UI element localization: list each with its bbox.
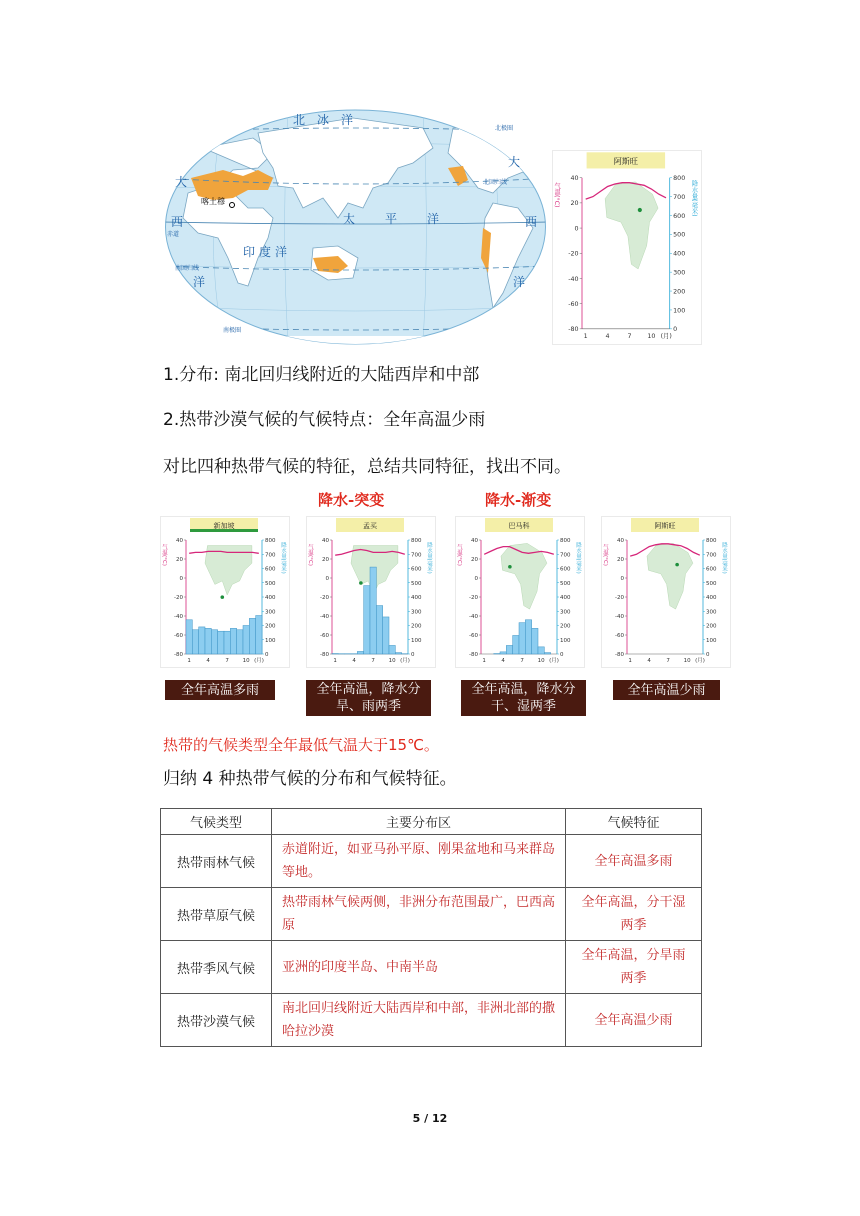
region-cell: 南北回归线附近大陆西岸和中部，非洲北部的撒哈拉沙漠 (272, 994, 566, 1047)
precip-tick-label: 400 (560, 595, 571, 601)
precip-tick-label: 800 (706, 538, 717, 544)
summary-intro: 归纳 4 种热带气候的分布和气候特征。 (163, 769, 457, 789)
pacific-ocean-label: 太平洋 (343, 212, 470, 226)
precip-tick-label: 800 (265, 538, 276, 544)
precip-bar (513, 635, 519, 654)
station-dot (359, 581, 363, 585)
temp-axis-label: 气温(°C) (553, 182, 561, 208)
month-tick-label: 4 (352, 658, 356, 664)
month-tick-label: 4 (605, 333, 610, 341)
precip-tick-label: 700 (673, 193, 686, 201)
precip-tick-label: 500 (411, 580, 422, 587)
precip-tick-label: 600 (560, 566, 571, 573)
precip-bar (500, 652, 506, 654)
precip-tick-label: 100 (673, 307, 686, 315)
temp-tick-label: -40 (320, 614, 329, 620)
precip-tick-label: 700 (411, 552, 422, 559)
chart-station-name: 巴马科 (508, 522, 530, 530)
header-gradual: 降水-渐变 (485, 491, 552, 509)
temp-tick-label: -60 (320, 633, 329, 639)
precip-bar (525, 620, 531, 654)
temp-axis-label: 气温(°C) (161, 544, 167, 566)
precip-tick-label: 100 (560, 637, 571, 644)
month-tick-label: 1 (482, 658, 486, 664)
precip-tick-label: 600 (673, 212, 686, 220)
precip-tick-label: 600 (706, 566, 717, 573)
month-tick-label: 7 (225, 658, 229, 664)
month-tick-label: 7 (371, 658, 375, 664)
climate-type-cell: 热带沙漠气候 (161, 994, 272, 1047)
precip-tick-label: 200 (560, 623, 571, 630)
temp-tick-label: -80 (615, 652, 624, 658)
precip-axis-label: 降水量(毫米) (575, 542, 581, 574)
month-tick-label: 1 (628, 658, 632, 664)
month-tick-label: 1 (333, 658, 337, 664)
month-tick-label: 4 (647, 658, 651, 664)
header-sudden: 降水-突变 (318, 491, 385, 509)
precip-tick-label: 200 (673, 288, 686, 296)
arctic-circle-label: 北极圈 (495, 125, 514, 132)
equator-label: 赤道 (167, 231, 180, 238)
climate-chart-mumbai (306, 516, 436, 668)
precip-tick-label: 200 (265, 623, 276, 630)
table-row (161, 941, 702, 994)
temp-tick-label: 0 (179, 576, 183, 582)
precip-tick-label: 0 (560, 652, 564, 658)
precip-bar (230, 628, 236, 654)
station-dot (220, 595, 224, 599)
table-header-row (161, 809, 702, 835)
month-tick-label: 4 (501, 658, 505, 664)
temp-tick-label: 40 (617, 538, 624, 544)
temp-tick-label: -60 (469, 633, 478, 639)
precip-axis-label: 降水量(毫米) (690, 180, 698, 217)
precip-axis-label: 降水量(毫米) (721, 542, 727, 574)
region-cell: 亚洲的印度半岛、中南半岛 (272, 941, 566, 994)
climate-chart-bamako (455, 516, 585, 668)
caption-rainforest: 全年高温多雨 (165, 680, 275, 700)
month-tick-label: 10 (683, 658, 691, 664)
month-tick-label: 7 (627, 333, 632, 341)
temp-tick-label: 20 (176, 557, 183, 563)
climate-type-cell: 热带草原气候 (161, 888, 272, 941)
precip-bar (186, 620, 192, 654)
precip-axis-label: 降水量(毫米) (280, 542, 286, 574)
feature-cell: 全年高温多雨 (566, 835, 702, 888)
precip-tick-label: 400 (706, 595, 717, 601)
month-tick-label: 10 (647, 333, 656, 341)
precip-tick-label: 600 (411, 566, 422, 573)
atlantic-left-3: 洋 (193, 275, 206, 289)
precip-tick-label: 300 (706, 609, 717, 616)
temp-axis-label: 气温(°C) (307, 544, 313, 566)
month-tick-label: 10 (242, 658, 250, 664)
precip-tick-label: 700 (560, 552, 571, 559)
precip-bar (395, 653, 401, 654)
khartoum-label: 喀土穆 (201, 197, 225, 206)
month-tick-label: 4 (206, 658, 210, 664)
temp-axis-label: 气温(°C) (602, 544, 608, 566)
temp-tick-label: -60 (615, 633, 624, 639)
precip-tick-label: 700 (706, 552, 717, 559)
temp-tick-label: 20 (471, 557, 478, 563)
page-number: 5 / 12 (412, 1112, 448, 1125)
tropic-capricorn-label: 南回归线 (175, 265, 200, 272)
temp-tick-label: 0 (325, 576, 329, 582)
feature-cell: 全年高温，分旱雨两季 (566, 941, 702, 994)
world-map (163, 108, 548, 346)
precip-tick-label: 200 (411, 623, 422, 630)
distribution-text: 1.分布: 南北回归线附近的大陆西岸和中部 (163, 365, 480, 385)
precip-bar (383, 617, 389, 654)
precip-tick-label: 0 (673, 326, 678, 334)
precip-tick-label: 800 (560, 538, 571, 544)
precip-tick-label: 0 (265, 652, 269, 658)
precip-tick-label: 500 (560, 580, 571, 587)
temp-tick-label: 40 (322, 538, 329, 544)
arctic-ocean-label: 北冰洋 (293, 113, 366, 127)
atlantic-right-3: 洋 (513, 275, 526, 289)
temp-tick-label: 0 (620, 576, 624, 582)
precip-tick-label: 400 (673, 250, 686, 258)
temp-tick-label: -40 (469, 614, 478, 620)
atlantic-right-1: 大 (508, 155, 521, 169)
station-dot (508, 565, 512, 569)
precip-tick-label: 100 (411, 637, 422, 644)
temp-tick-label: 0 (574, 225, 579, 233)
desert-feature-text: 2.热带沙漠气候的气候特点：全年高温少雨 (163, 410, 486, 430)
month-tick-label: 7 (666, 658, 670, 664)
precip-tick-label: 400 (265, 595, 276, 601)
table-row (161, 994, 702, 1047)
precip-bar (364, 586, 370, 654)
temp-tick-label: 40 (570, 175, 579, 182)
precip-tick-label: 0 (706, 652, 710, 658)
table-header: 主要分布区 (272, 809, 566, 835)
climate-chart-aswan-large (552, 150, 702, 345)
table-header: 气候类型 (161, 809, 272, 835)
table-row (161, 888, 702, 941)
precip-tick-label: 500 (265, 580, 276, 587)
precip-bar (211, 630, 217, 654)
atlantic-left-1: 大 (175, 175, 188, 189)
temp-tick-label: -80 (174, 652, 183, 658)
table-row (161, 835, 702, 888)
temp-tick-label: -80 (469, 652, 478, 658)
precip-bar (532, 628, 538, 654)
temp-tick-label: 20 (617, 557, 624, 563)
temp-tick-label: 20 (570, 200, 579, 208)
precip-tick-label: 300 (411, 609, 422, 616)
temp-tick-label: -20 (320, 595, 329, 601)
temp-tick-label: -40 (615, 614, 624, 620)
temp-tick-label: -60 (568, 300, 579, 308)
chart-station-name: 阿斯旺 (613, 156, 638, 166)
chart-station-name: 新加坡 (213, 522, 235, 530)
precip-bar (370, 567, 376, 654)
station-dot (638, 208, 642, 212)
precip-tick-label: 100 (265, 637, 276, 644)
feature-cell: 全年高温，分干湿两季 (566, 888, 702, 941)
table-header: 气候特征 (566, 809, 702, 835)
temp-tick-label: 20 (322, 557, 329, 563)
climate-type-cell: 热带季风气候 (161, 941, 272, 994)
region-cell: 赤道附近，如亚马孙平原、刚果盆地和马来群岛等地。 (272, 835, 566, 888)
indian-ocean-label: 印度洋 (243, 245, 292, 259)
month-tick-label: (月) (660, 333, 672, 341)
precip-tick-label: 700 (265, 552, 276, 559)
climate-chart-singapore (160, 516, 290, 668)
compare-instruction: 对比四种热带气候的特征，总结共同特征，找出不同。 (163, 457, 571, 477)
precip-bar (199, 627, 205, 654)
precip-tick-label: 600 (265, 566, 276, 573)
precip-tick-label: 300 (560, 609, 571, 616)
temp-tick-label: -40 (174, 614, 183, 620)
precip-tick-label: 800 (411, 538, 422, 544)
precip-bar (389, 645, 395, 654)
month-tick-label: 1 (187, 658, 191, 664)
precip-bar (256, 616, 262, 654)
precip-bar (544, 653, 550, 654)
caption-monsoon: 全年高温，降水分旱、雨两季 (306, 680, 431, 716)
station-dot (675, 563, 679, 567)
precip-bar (243, 626, 249, 655)
precip-tick-label: 0 (411, 652, 415, 658)
month-tick-label: (月) (695, 658, 705, 664)
precip-tick-label: 800 (673, 175, 686, 182)
temp-tick-label: 40 (471, 538, 478, 544)
tropic-cancer-label: 北回归线 (483, 179, 508, 186)
precip-tick-label: 300 (265, 609, 276, 616)
precip-bar (192, 630, 198, 654)
temp-tick-label: -20 (469, 595, 478, 601)
month-tick-label: (月) (549, 658, 559, 664)
temp-tick-label: 0 (474, 576, 478, 582)
precip-bar (249, 618, 255, 654)
antarctic-circle-label: 南极圈 (223, 327, 242, 334)
precip-bar (506, 645, 512, 654)
chart-station-name: 阿斯旺 (654, 522, 676, 530)
climate-chart-aswan-small (601, 516, 731, 668)
khartoum-dot (230, 203, 235, 208)
month-tick-label: (月) (254, 658, 264, 664)
precip-axis-label: 降水量(毫米) (426, 542, 432, 574)
precip-tick-label: 300 (673, 269, 686, 277)
precip-tick-label: 500 (706, 580, 717, 587)
precip-bar (237, 630, 243, 654)
month-tick-label: 10 (537, 658, 545, 664)
month-tick-label: 10 (388, 658, 396, 664)
temp-tick-label: -60 (174, 633, 183, 639)
precip-bar (205, 628, 211, 654)
month-tick-label: (月) (400, 658, 410, 664)
temp-tick-label: -80 (568, 326, 579, 334)
temp-tick-label: -40 (568, 275, 579, 283)
precip-bar (538, 647, 544, 654)
precip-tick-label: 400 (411, 595, 422, 601)
precip-bar (376, 606, 382, 654)
month-tick-label: 1 (583, 333, 588, 341)
precip-tick-label: 200 (706, 623, 717, 630)
temp-tick-label: -20 (568, 250, 579, 258)
region-cell: 热带雨林气候两侧，非洲分布范围最广，巴西高原 (272, 888, 566, 941)
temperature-note: 热带的气候类型全年最低气温大于15℃。 (163, 736, 439, 754)
atlantic-left-2: 西 (171, 215, 184, 229)
precip-bar (519, 623, 525, 654)
temp-tick-label: -80 (320, 652, 329, 658)
temp-tick-label: -20 (615, 595, 624, 601)
precip-bar (218, 631, 224, 654)
precip-bar (224, 631, 230, 654)
climate-type-cell: 热带雨林气候 (161, 835, 272, 888)
feature-cell: 全年高温少雨 (566, 994, 702, 1047)
temp-tick-label: 40 (176, 538, 183, 544)
temp-axis-label: 气温(°C) (456, 544, 462, 566)
caption-desert: 全年高温少雨 (613, 680, 720, 700)
month-tick-label: 7 (520, 658, 524, 664)
precip-tick-label: 100 (706, 637, 717, 644)
precip-bar (357, 651, 363, 654)
atlantic-right-2: 西 (525, 215, 538, 229)
chart-station-name: 孟买 (363, 522, 377, 530)
caption-savanna: 全年高温，降水分干、湿两季 (461, 680, 586, 716)
temp-tick-label: -20 (174, 595, 183, 601)
precip-tick-label: 500 (673, 231, 686, 239)
climate-summary-table (160, 808, 702, 1047)
